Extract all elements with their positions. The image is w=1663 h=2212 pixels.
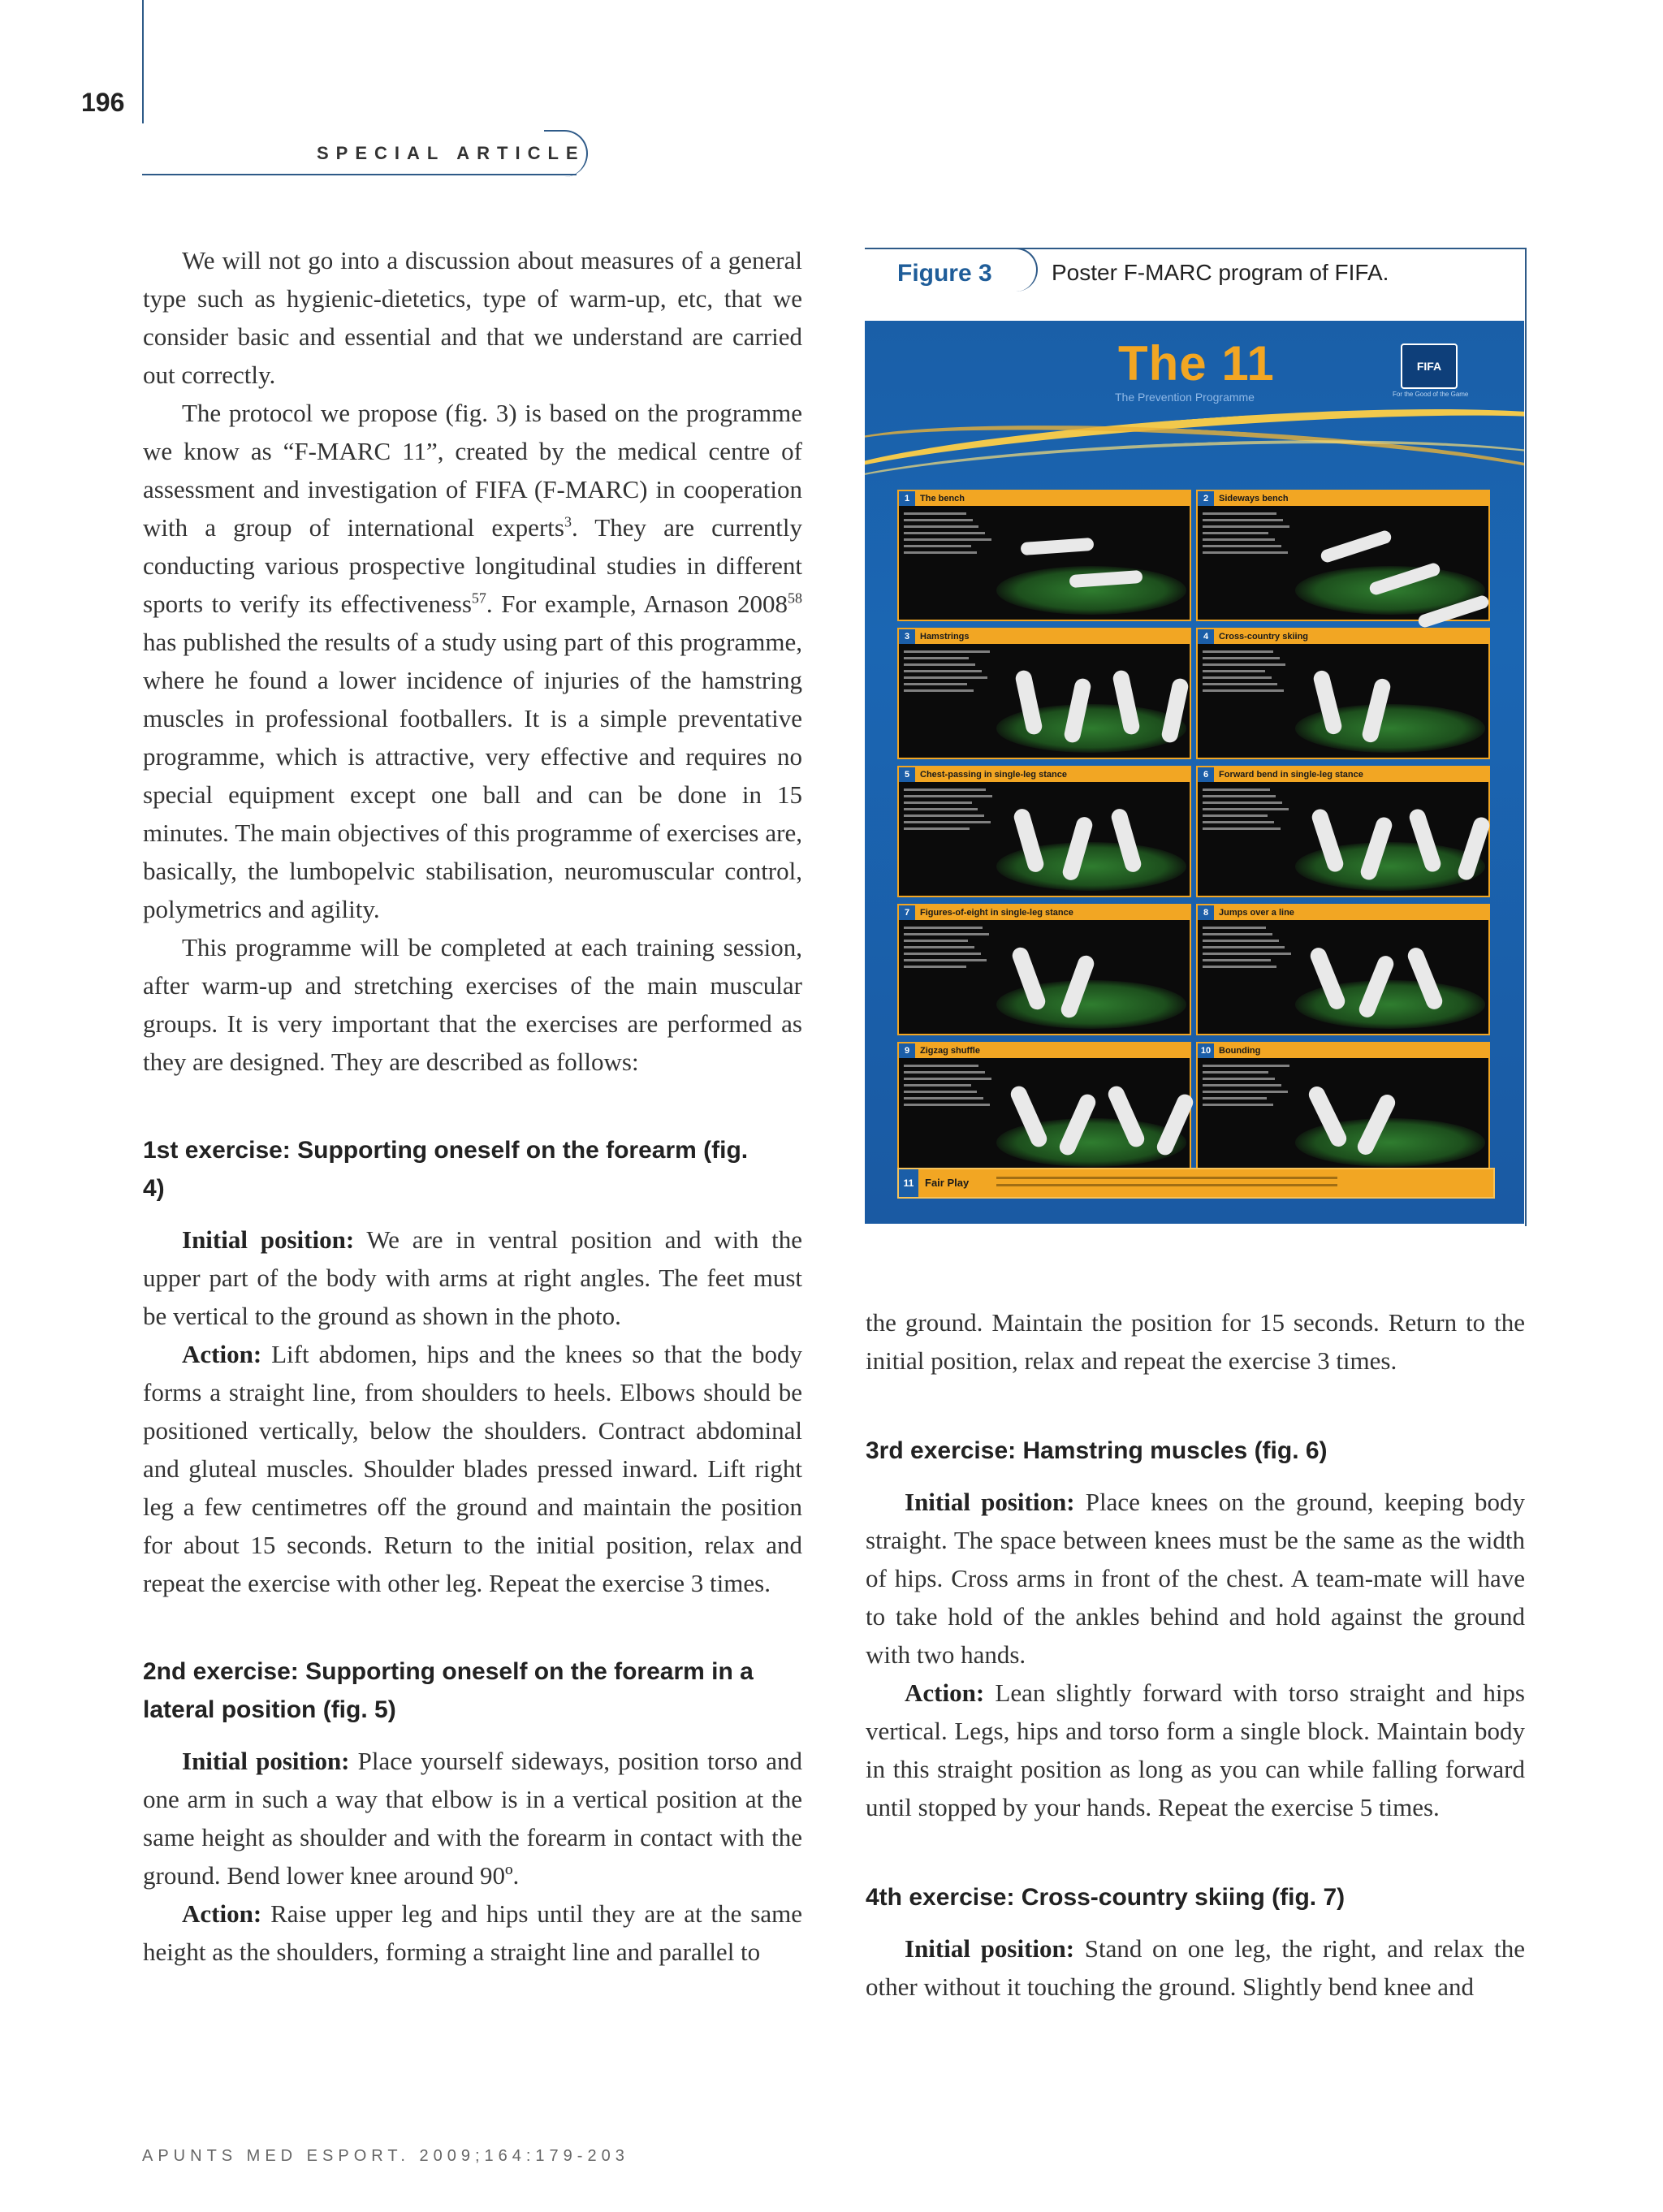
right-column bbox=[866, 1303, 1525, 2006]
header-rule bbox=[142, 174, 577, 175]
poster-title: The 11 bbox=[1118, 336, 1275, 391]
panel-text-lines bbox=[904, 1065, 993, 1110]
left-column bbox=[143, 241, 802, 1971]
poster-subtitle: The Prevention Programme bbox=[1115, 391, 1255, 404]
lead-label: Initial position: bbox=[905, 1934, 1075, 1963]
citation-ref: 3 bbox=[564, 513, 572, 530]
fairplay-text-lines bbox=[996, 1177, 1337, 1191]
lead-label: Initial position: bbox=[182, 1747, 350, 1775]
exercise-heading: 4th exercise: Cross-country skiing (fig. 7) bbox=[866, 1884, 1346, 1911]
panel-number: 7 bbox=[899, 905, 915, 920]
panel-number: 1 bbox=[899, 491, 915, 506]
paragraph: Initial position: Place knees on the ground, keeping body straight. The space between knees must be the same as the width of hips. Cross arms in front of the chest. A team-mate will have to take hold of the ankles behind and hold against the ground with two hands. bbox=[866, 1488, 1526, 1669]
paragraph: We will not go into a discussion about measures of a general type such as hygienic-dietetics, type of warm-up, etc, that we consider basic and essential and that we understand are carried out correctly. bbox=[143, 246, 802, 389]
panel-text-lines bbox=[904, 512, 993, 558]
section-tab-shape bbox=[544, 130, 588, 177]
lead-label: Initial position: bbox=[182, 1225, 355, 1254]
poster-panel bbox=[1196, 766, 1490, 897]
exercise-heading: 1st exercise: Supporting oneself on the forearm (fig. 4) bbox=[143, 1137, 749, 1202]
panel-text-lines bbox=[904, 927, 993, 972]
figure-caption: Poster F-MARC program of FIFA. bbox=[1052, 260, 1389, 285]
poster-logo-tagline: For the Good of the Game bbox=[1393, 391, 1469, 398]
lead-label: Action: bbox=[182, 1340, 262, 1368]
player-figure bbox=[1021, 538, 1095, 555]
poster-panel bbox=[897, 1042, 1191, 1173]
panel-title: Forward bend in single-leg stance bbox=[1198, 767, 1488, 782]
panel-number: 4 bbox=[1198, 629, 1214, 644]
section-label: SPECIAL ARTICLE bbox=[317, 143, 585, 163]
paragraph: Initial position: Place yourself sideways, position torso and one arm in such a way that elbow is in a vertical position at the same height as shoulder and with the forearm in contact with the ground. Bend lower knee around 90º. bbox=[143, 1747, 802, 1890]
lead-label: Action: bbox=[182, 1899, 262, 1928]
fifa-poster-image bbox=[865, 321, 1524, 1224]
panel-title: Hamstrings bbox=[899, 629, 1190, 644]
poster-panel bbox=[897, 628, 1191, 759]
paragraph: Initial position: We are in ventral position and with the upper part of the body with arms at right angles. The feet must be vertical to the ground as shown in the photo. bbox=[143, 1225, 802, 1330]
panel-title: Jumps over a line bbox=[1198, 905, 1488, 920]
figure-frame-right bbox=[1525, 248, 1527, 1226]
poster-panel bbox=[897, 490, 1191, 621]
panel-number: 11 bbox=[899, 1169, 918, 1197]
footer-citation: APUNTS MED ESPORT. 2009;164:179-203 bbox=[142, 2147, 629, 2165]
panel-text-lines bbox=[904, 788, 993, 834]
player-figure bbox=[1320, 529, 1393, 564]
panel-number: 10 bbox=[1198, 1043, 1214, 1058]
panel-text-lines bbox=[1203, 927, 1292, 972]
panel-title: Cross-country skiing bbox=[1198, 629, 1488, 644]
poster-panel bbox=[897, 766, 1191, 897]
paragraph: This programme will be completed at each training session, after warm-up and stretching exercises of the main muscular groups. It is very important that the exercises are performed as they are designed. They are described as follows: bbox=[143, 933, 802, 1076]
panel-number: 2 bbox=[1198, 491, 1214, 506]
header-rule-vertical bbox=[142, 0, 144, 123]
panel-title: Sideways bench bbox=[1198, 491, 1488, 506]
panel-number: 5 bbox=[899, 767, 915, 782]
panel-number: 8 bbox=[1198, 905, 1214, 920]
panel-number: 9 bbox=[899, 1043, 915, 1058]
paragraph: Initial position: Stand on one leg, the right, and relax the other without it touching the ground. Slightly bend knee and bbox=[866, 1934, 1525, 2001]
panel-number: 3 bbox=[899, 629, 915, 644]
lead-label: Action: bbox=[905, 1678, 985, 1707]
page-number: 196 bbox=[81, 88, 125, 117]
panel-text-lines bbox=[1203, 650, 1292, 696]
panel-title: Figures-of-eight in single-leg stance bbox=[899, 905, 1190, 920]
panel-title: Chest-passing in single-leg stance bbox=[899, 767, 1190, 782]
exercise-heading: 2nd exercise: Supporting oneself on the forearm in a lateral position (fig. 5) bbox=[143, 1658, 754, 1723]
panel-title: The bench bbox=[899, 491, 1190, 506]
paragraph: The protocol we propose (fig. 3) is based on the programme we know as “F-MARC 11”, created by the medical centre of assessment and investigation of FIFA (F-MARC) in cooperation with a group of international experts$^3$. They are currently conducting various prospective longitudinal studies in different sports to verify its effectiveness$^{57}$. For example, Arnason 2008$^{58}$ has published the results of a study using part of this programme, where he found a lower incidence of injuries of the hamstring muscles in professional footballers. It is a simple preventative programme, which is attractive, very effective and requires no special equipment except one ball and can be done in 15 minutes. The main objectives of this programme of exercises are, basically, the lumbopelvic stabilisation, neuromuscular control, polymetrics and agility. bbox=[143, 399, 802, 923]
panel-text-lines bbox=[1203, 512, 1292, 558]
figure-label: Figure 3 bbox=[897, 260, 992, 287]
fairplay-label: Fair Play bbox=[925, 1177, 970, 1189]
citation-ref: 58 bbox=[788, 590, 802, 607]
paragraph: Action: Lift abdomen, hips and the knees so that the body forms a straight line, from shoulders to heels. Elbows should be positioned vertically, below the shoulders. Contract abdominal and gluteal muscles. Shoulder blades pressed inward. Lift right leg a few centimetres off the ground and maintain the position for about 15 seconds. Return to the initial position, relax and repeat the exercise with other leg. Repeat the exercise 3 times. bbox=[143, 1340, 802, 1597]
figure-tab-shape bbox=[1007, 248, 1038, 292]
exercise-heading: 3rd exercise: Hamstring muscles (fig. 6) bbox=[866, 1437, 1328, 1464]
poster-panel bbox=[897, 904, 1191, 1035]
panel-title: Zigzag shuffle bbox=[899, 1043, 1190, 1058]
panel-text-lines bbox=[904, 650, 993, 696]
poster-panel bbox=[1196, 904, 1490, 1035]
poster-panel bbox=[1196, 628, 1490, 759]
player-figure bbox=[1456, 815, 1492, 882]
panel-text-lines bbox=[1203, 788, 1292, 834]
paragraph: Action: Lean slightly forward with torso straight and hips vertical. Legs, hips and torso form a single block. Maintain body in this straight position as long as you can while falling forward until stopped by your hands. Repeat the exercise 5 times. bbox=[866, 1678, 1525, 1821]
panel-number: 6 bbox=[1198, 767, 1214, 782]
poster-panel bbox=[1196, 490, 1490, 621]
poster-panel bbox=[1196, 1042, 1490, 1173]
fifa-logo-icon: FIFA bbox=[1401, 343, 1458, 389]
figure-frame-top bbox=[865, 248, 1527, 249]
panel-text-lines bbox=[1203, 1065, 1292, 1110]
panel-title: Bounding bbox=[1198, 1043, 1488, 1058]
lead-label: Initial position: bbox=[905, 1488, 1075, 1516]
player-figure bbox=[1160, 677, 1190, 744]
paragraph: the ground. Maintain the position for 15 seconds. Return to the initial position, relax and repeat the exercise 3 times. bbox=[866, 1308, 1525, 1375]
citation-ref: 57 bbox=[471, 590, 486, 607]
paragraph: Action: Raise upper leg and hips until they are at the same height as the shoulders, forming a straight line and parallel to bbox=[143, 1899, 802, 1966]
poster-fairplay-bar bbox=[897, 1168, 1495, 1199]
